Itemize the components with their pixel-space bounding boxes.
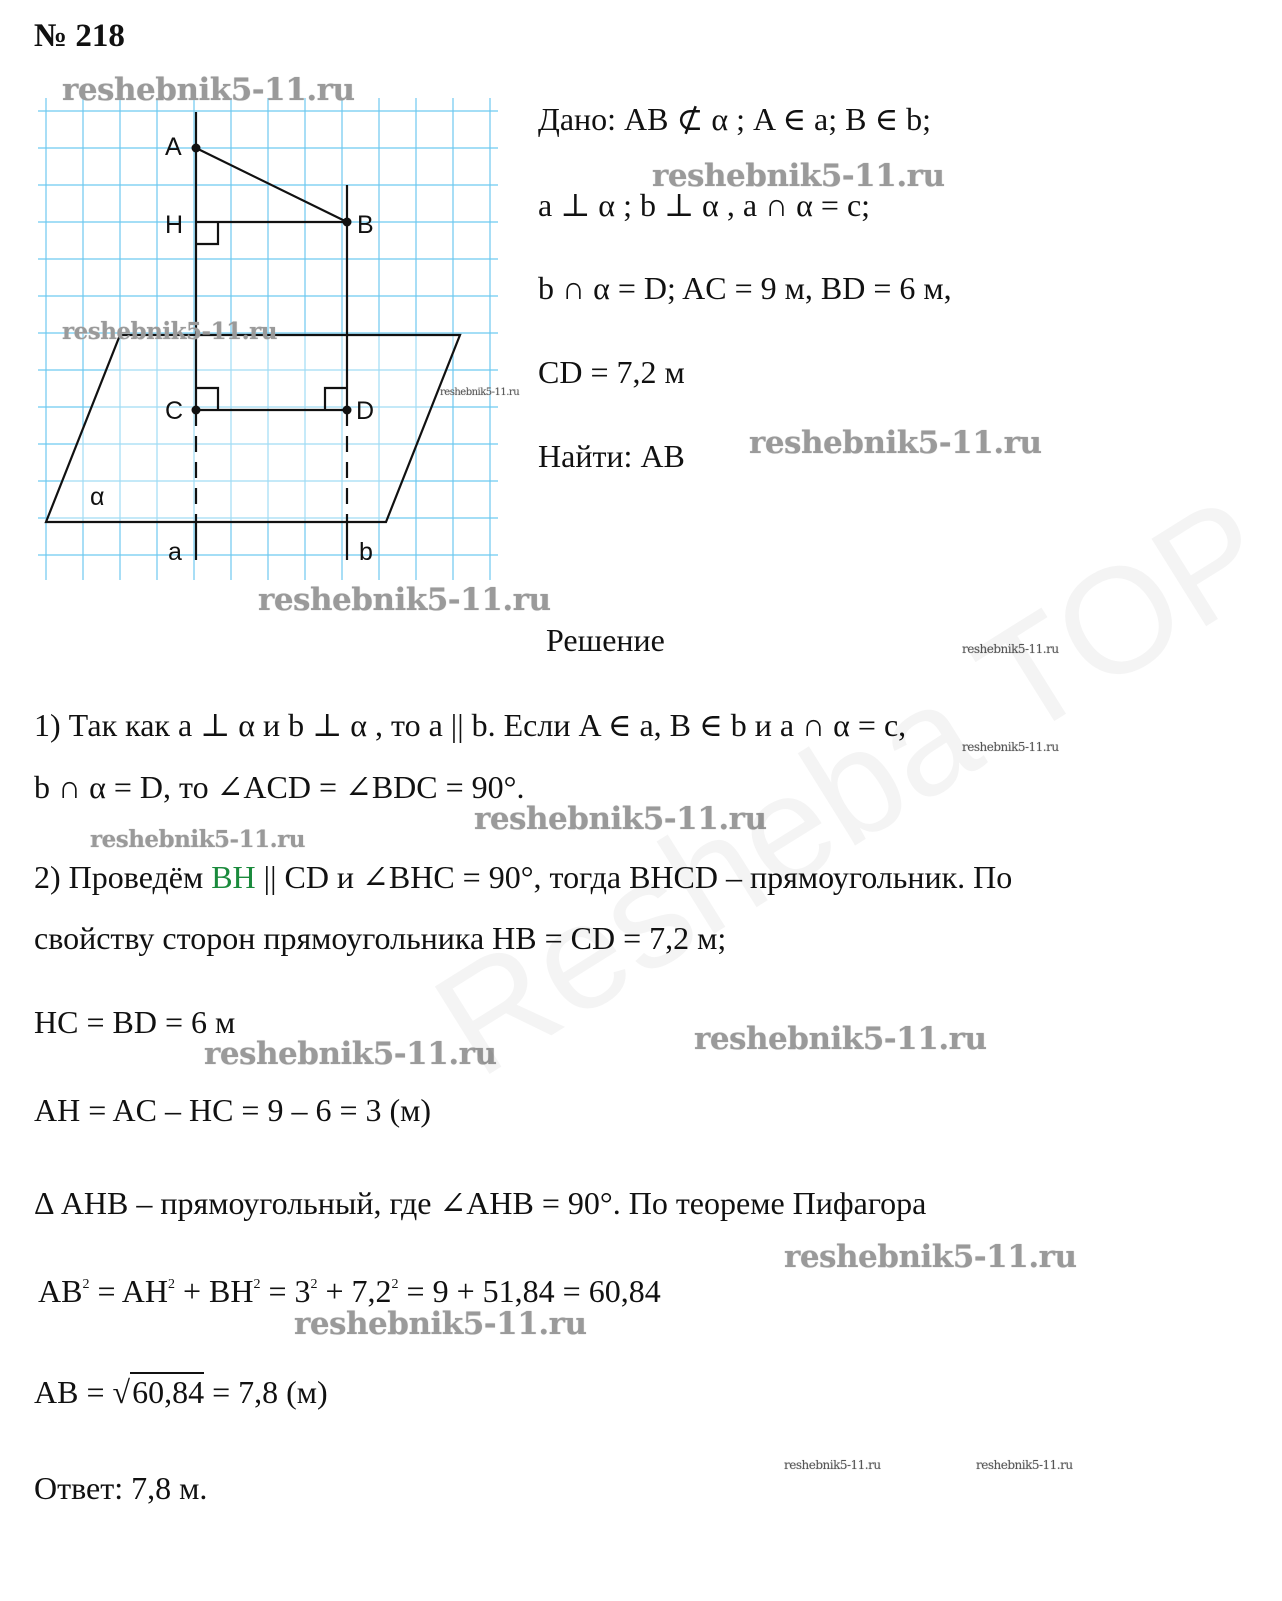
label-d-point: D: [356, 397, 375, 425]
pyth-exp: 2: [82, 1277, 90, 1292]
step1-line1: 1) Так как a ⊥ α и b ⊥ α , то a || b. Если A ∈ a, B ∈ b и a ∩ α = c,: [34, 707, 907, 743]
pyth-bh: + BH: [174, 1273, 254, 1309]
plane-alpha: [46, 335, 460, 522]
sqrt-sign: √: [112, 1374, 131, 1410]
point-b: [343, 218, 352, 227]
label-h-point: H: [165, 211, 184, 239]
label-line-b: b: [359, 538, 373, 566]
pyth-rest: = 9 + 51,84 = 60,84: [398, 1273, 661, 1309]
label-c-point: C: [165, 397, 184, 425]
pyth-exp: 2: [310, 1277, 318, 1292]
watermark: reshebnik5-11.ru: [784, 1239, 1077, 1275]
step2-rest: || CD и ∠BHC = 90°, тогда BHCD – прямоугольник. По: [255, 859, 1013, 895]
watermark: reshebnik5-11.ru: [62, 318, 277, 345]
step2-line2: свойству сторон прямоугольника HB = CD = 7,2 м;: [34, 920, 727, 956]
watermark: reshebnik5-11.ru: [694, 1021, 987, 1057]
pyth-exp: 2: [391, 1277, 399, 1292]
given-line-1: Дано: AB ⊄ α ; A ∈ a; B ∈ b;: [538, 101, 932, 137]
pyth-ab: AB: [38, 1273, 83, 1309]
label-plane-alpha: α: [90, 483, 105, 511]
watermark: reshebnik5-11.ru: [440, 387, 520, 398]
watermark: reshebnik5-11.ru: [294, 1306, 587, 1342]
watermark: reshebnik5-11.ru: [90, 826, 305, 853]
watermark: reshebnik5-11.ru: [62, 72, 355, 108]
task-number: № 218: [34, 18, 125, 54]
brand-watermark: [406, 463, 1282, 1111]
ah-line: AH = AC – HC = 9 – 6 = 3 (м): [34, 1092, 432, 1128]
root-suffix: = 7,8 (м): [204, 1374, 328, 1410]
step2-highlight: BH: [211, 859, 256, 895]
root-prefix: AB =: [34, 1374, 113, 1410]
watermark: reshebnik5-11.ru: [749, 425, 1042, 461]
pyth-seven: + 7,2: [317, 1273, 392, 1309]
watermark: reshebnik5-11.ru: [976, 1458, 1073, 1472]
point-a: [192, 144, 201, 153]
triangle-line: Δ AHB – прямоугольный, где ∠AHB = 90°. По теореме Пифагора: [34, 1185, 927, 1221]
watermark: reshebnik5-11.ru: [258, 582, 551, 618]
pyth-exp: 2: [253, 1277, 261, 1292]
given-line-2: a ⊥ α ; b ⊥ α , a ∩ α = c;: [538, 187, 871, 223]
root-line: [34, 1374, 328, 1411]
root-value: 60,84: [132, 1374, 205, 1410]
watermark: reshebnik5-11.ru: [204, 1036, 497, 1072]
given-line-4: CD = 7,2 м: [538, 354, 685, 390]
answer-line: Ответ: 7,8 м.: [34, 1470, 208, 1506]
label-line-a: a: [168, 538, 182, 566]
label-b-point: B: [357, 211, 374, 239]
step2-prefix: 2) Проведём: [34, 859, 212, 895]
pythagoras-line: [38, 1273, 661, 1310]
geometry-figure: [30, 90, 500, 610]
pyth-exp: 2: [167, 1277, 175, 1292]
pyth-ah: = AH: [89, 1273, 168, 1309]
step2-line1: [34, 858, 1012, 896]
hc-line: HC = BD = 6 м: [34, 1004, 236, 1040]
watermark: reshebnik5-11.ru: [962, 642, 1059, 656]
watermark: reshebnik5-11.ru: [474, 801, 767, 837]
given-line-3: b ∩ α = D; AC = 9 м, BD = 6 м,: [538, 270, 952, 306]
point-c: [192, 406, 201, 415]
point-d: [343, 406, 352, 415]
watermark: reshebnik5-11.ru: [652, 158, 945, 194]
right-angle-h: [196, 222, 218, 244]
find-line: Найти: AB: [538, 438, 685, 474]
pyth-three: = 3: [260, 1273, 311, 1309]
solution-title: Решение: [546, 622, 665, 658]
step1-line2: b ∩ α = D, то ∠ACD = ∠BDC = 90°.: [34, 769, 525, 805]
watermark: reshebnik5-11.ru: [962, 740, 1059, 754]
watermark: reshebnik5-11.ru: [784, 1458, 881, 1472]
label-a-point: A: [165, 133, 182, 161]
